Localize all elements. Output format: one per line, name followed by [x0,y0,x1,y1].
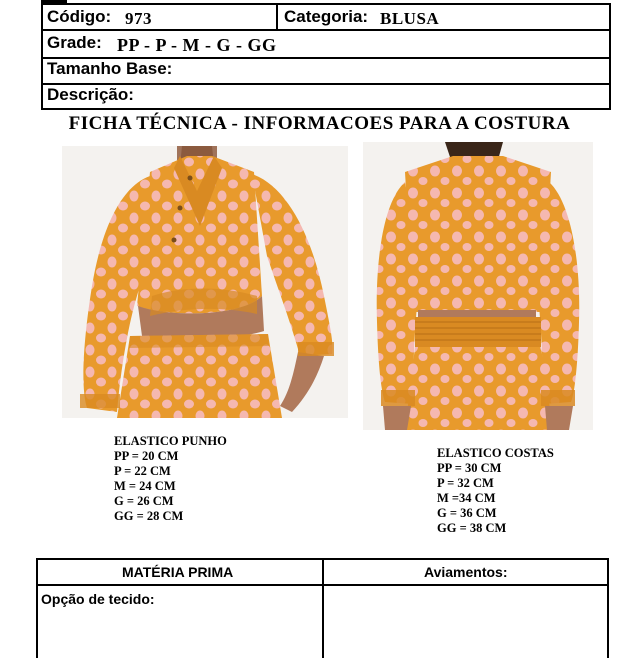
materia-prima-column-divider [322,560,324,658]
header-row-descricao [41,83,611,110]
blouse-back-photo [363,142,593,430]
grade-value: PP - P - M - G - GG [117,35,277,55]
categoria-value: BLUSA [380,9,440,28]
header-row-grade [41,31,611,59]
materia-prima-table [36,558,609,658]
elastico-costas-gg: GG = 38 CM [437,521,507,535]
page-title: FICHA TÉCNICA - INFORMACOES PARA A COSTURA [68,113,571,134]
tamanho-base-label: Tamanho Base: [47,59,173,78]
descricao-label: Descrição: [47,85,134,104]
elastico-costas-p: P = 32 CM [437,476,494,490]
elastico-costas-g: G = 36 CM [437,506,497,520]
elastico-punho-p: P = 22 CM [114,464,171,478]
opcao-de-tecido-label: Opção de tecido: [41,591,155,607]
codigo-value: 973 [125,9,152,28]
elastico-punho-m: M = 24 CM [114,479,176,493]
grade-label: Grade: [47,33,102,52]
header-divider [276,5,278,29]
elastico-punho-pp: PP = 20 CM [114,449,179,463]
elastico-punho-block [114,434,227,524]
aviamentos-heading: Aviamentos: [424,564,508,580]
categoria-label: Categoria: [284,7,369,26]
materia-prima-heading: MATÉRIA PRIMA [122,564,234,580]
blouse-front-photo [62,146,348,418]
elastico-costas-pp: PP = 30 CM [437,461,502,475]
elastico-punho-heading: ELASTICO PUNHO [114,434,227,448]
codigo-label: Código: [47,7,112,26]
elastico-punho-g: G = 26 CM [114,494,174,508]
header-row-codigo [41,3,611,31]
elastico-costas-heading: ELASTICO COSTAS [437,446,554,460]
elastico-costas-block [437,446,554,536]
elastico-costas-m: M =34 CM [437,491,496,505]
header-row-tamanho [41,57,611,85]
elastico-punho-gg: GG = 28 CM [114,509,184,523]
